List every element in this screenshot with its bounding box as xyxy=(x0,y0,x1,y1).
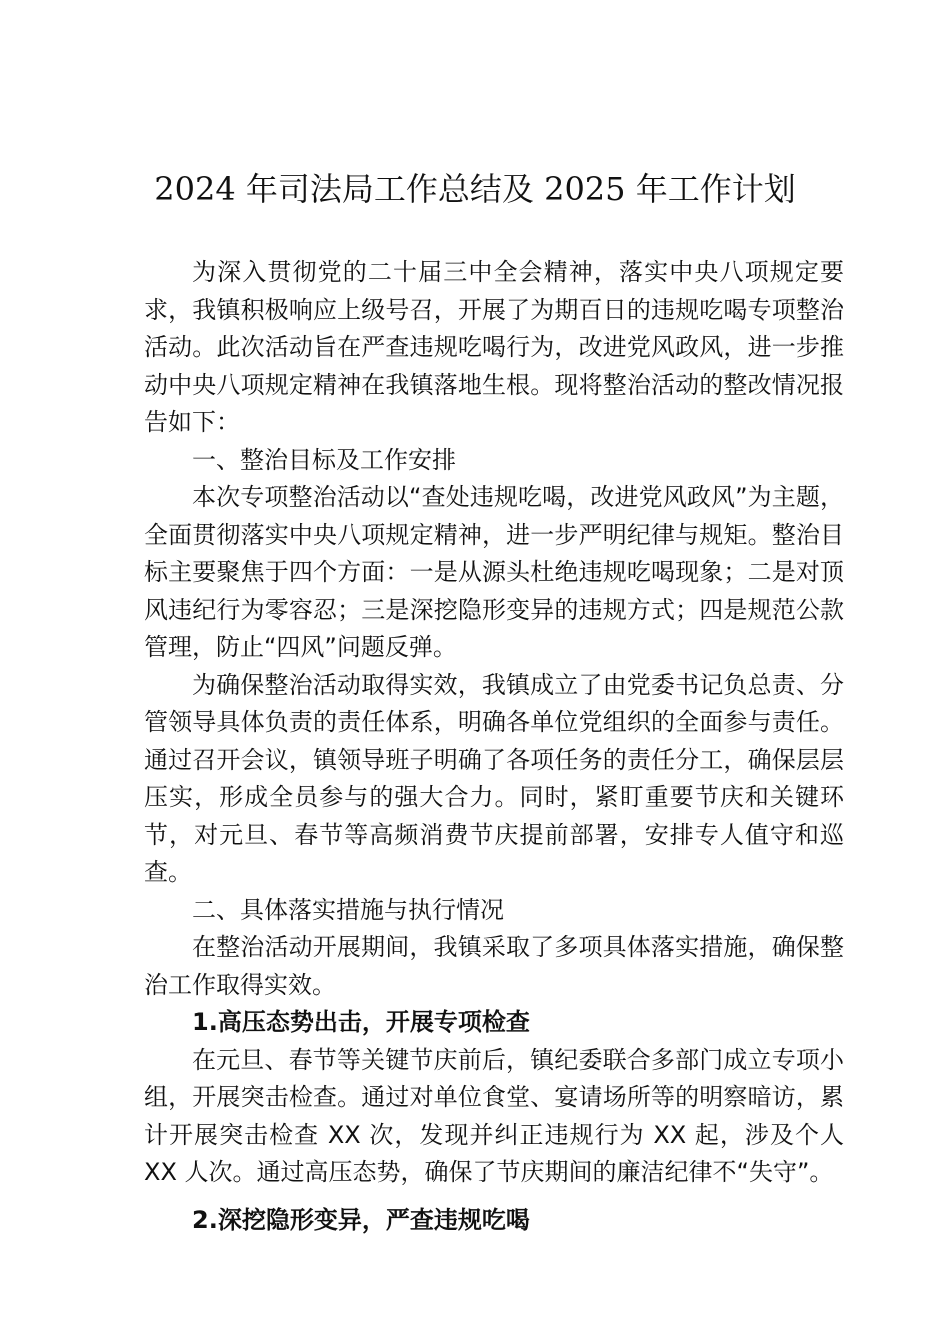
section-heading-2: 二、具体落实措施与执行情况 xyxy=(192,895,504,924)
section-heading-1: 一、整治目标及工作安排 xyxy=(192,445,456,474)
paragraph-intro: 为深入贯彻党的二十届三中全会精神，落实中央八项规定要求，我镇积极响应上级号召，开展了为期百日的违规吃喝专项整治活动。此次活动旨在严查违规吃喝行为，改进党风政风，进一步推动中央八项规定精神在我镇落地生根。现将整治活动的整改情况报告如下： xyxy=(144,258,844,436)
subheading-2: 2.深挖隐形变异，严查违规吃喝 xyxy=(192,1205,530,1234)
paragraph-inspection: 在元旦、春节等关键节庆前后，镇纪委联合多部门成立专项小组，开展突击检查。通过对单位食堂、宴请场所等的明察暗访，累计开展突击检查 XX 次，发现并纠正违规行为 XX 起，涉及个人 XX 人次。通过高压态势，确保了节庆期间的廉洁纪律不“失守”。 xyxy=(144,1045,844,1186)
paragraph-goals: 本次专项整治活动以“查处违规吃喝，改进党风政风”为主题，全面贯彻落实中央八项规定精神，进一步严明纪律与规矩。整治目标主要聚焦于四个方面：一是从源头杜绝违规吃喝现象；二是对顶风违纪行为零容忍；三是深挖隐形变异的违规方式；四是规范公款管理，防止“四风”问题反弹。 xyxy=(144,483,844,661)
paragraph-responsibility: 为确保整治活动取得实效，我镇成立了由党委书记负总责、分管领导具体负责的责任体系，明确各单位党组织的全面参与责任。通过召开会议，镇领导班子明确了各项任务的责任分工，确保层层压实，形成全员参与的强大合力。同时，紧盯重要节庆和关键环节，对元旦、春节等高频消费节庆提前部署，安排专人值守和巡查。 xyxy=(144,670,844,886)
document-title: 2024 年司法局工作总结及 2025 年工作计划 xyxy=(154,170,796,208)
document-body xyxy=(144,254,844,1239)
subheading-1: 1.高压态势出击，开展专项检查 xyxy=(192,1008,530,1036)
paragraph-measures: 在整治活动开展期间，我镇采取了多项具体落实措施，确保整治工作取得实效。 xyxy=(144,933,844,999)
